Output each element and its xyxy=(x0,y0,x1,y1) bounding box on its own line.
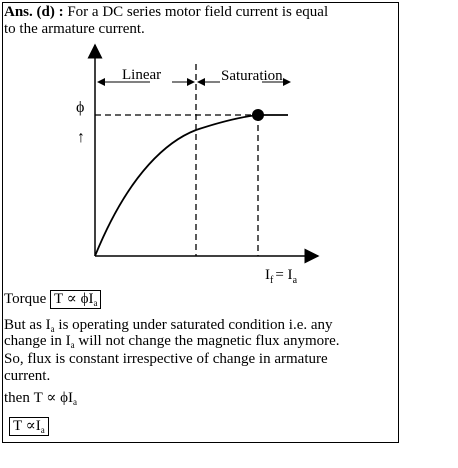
torque-label: Torque xyxy=(4,291,47,307)
explanation-line-2: change in $I_a$ will not change the magnetic flux anymore. xyxy=(4,333,340,350)
linear-region-label: Linear xyxy=(122,67,162,83)
explanation-line-1: But as $I_a$ is operating under saturated condition i.e. any xyxy=(4,317,333,334)
then-line: then $T \propto \phi I_a$ xyxy=(4,390,78,407)
answer-line-2: to the armature current. xyxy=(4,21,145,37)
answer-text-1: For a DC series motor field current is equal xyxy=(67,4,329,20)
x-axis-label: $I_f = I_a$ xyxy=(265,267,298,286)
final-line xyxy=(9,417,49,436)
magnetization-curve xyxy=(95,115,288,256)
final-formula-box: $T \propto I_a$ xyxy=(9,417,49,436)
saturation-point xyxy=(252,109,264,121)
phi-up-arrow-icon: ↑ xyxy=(77,129,85,146)
explanation-line-3: So, flux is constant irrespective of change in armature xyxy=(4,351,328,367)
explanation-line-4: current. xyxy=(4,368,51,384)
torque-formula-box: $T \propto \phi I_a$ xyxy=(50,290,101,309)
phi-symbol: ϕ xyxy=(76,99,85,116)
answer-label: Ans. (d) : xyxy=(4,4,64,20)
torque-line xyxy=(4,290,101,309)
saturation-region-label: Saturation xyxy=(221,68,283,84)
